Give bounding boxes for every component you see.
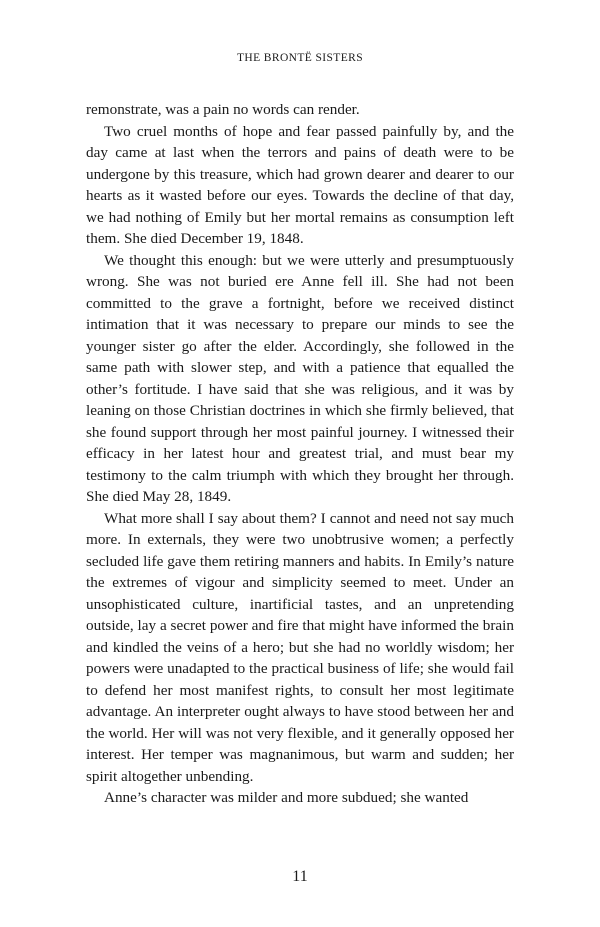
paragraph-anne-death: We thought this enough: but we were utterly and presumptuously wrong. She was not buried ere Anne fell ill. She had not been committed to the grave a fortnight, before we received distinct intimation that it was necessary to prepare our minds to see the younger sister go after the elder. Accordingly, she followed in the same path with slower step, and with a patience that equalled the other’s fortitude. I have said that she was religious, and it was by leaning on those Christian doctrines in which she firmly believed, that she found support through her most painful journey. I witnessed their efficacy in her latest hour and greatest trial, and must bear my testimony to the calm triumph with which they brought her through. She died May 28, 1849.	[86, 251, 514, 505]
page-number: 11	[292, 868, 308, 885]
paragraph-emily-death: Two cruel months of hope and fear passed painfully by, and the day came at last when the terrors and pains of death were to be undergone by this treasure, which had grown dearer and dearer to our hearts as it wasted before our eyes. Towards the decline of that day, we had nothing of Emily but her mortal remains as consumption left them. She died December 19, 1848.	[86, 122, 514, 247]
paragraph-anne-character: Anne’s character was milder and more subdued; she wanted	[104, 789, 469, 806]
paragraph-continuation: remonstrate, was a pain no words can render.	[86, 101, 360, 118]
paragraph-character-sketch: What more shall I say about them? I cannot and need not say much more. In externals, they were two unobtrusive women; a perfectly secluded life gave them retiring manners and habits. In Emily’s nature the extremes of vigour and simplicity seemed to meet. Under an unsophisticated culture, inartificial tastes, and an unpretending outside, lay a secret power and fire that might have informed the brain and kindled the veins of a hero; but she had no worldly wisdom; her powers were unadapted to the practical business of life; she would fail to defend her most manifest rights, to consult her most legitimate advantage. An interpreter ought always to have stood between her and the world. Her will was not very flexible, and it generally opposed her interest. Her temper was magnanimous, but warm and sudden; her spirit altogether unbending.	[86, 509, 514, 785]
book-page	[86, 0, 514, 927]
running-head: THE BRONTË SISTERS	[236, 52, 364, 64]
body-text	[86, 99, 514, 809]
